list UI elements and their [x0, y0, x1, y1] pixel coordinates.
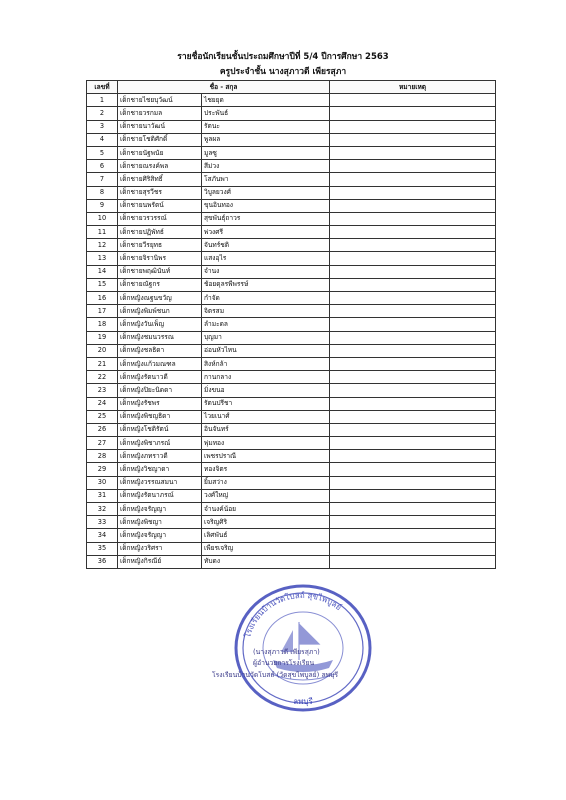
row-number: 24 — [87, 397, 118, 410]
row-first-name: เด็กหญิงปิยะนิดดา — [118, 384, 202, 397]
row-number: 23 — [87, 384, 118, 397]
row-last-name: โสภันพา — [202, 173, 330, 186]
row-remark — [330, 212, 496, 225]
table-row — [87, 516, 496, 529]
signature-position: ผู้อำนวยการโรงเรียน — [253, 659, 315, 667]
row-remark — [330, 437, 496, 450]
row-first-name: เด็กหญิงรัตนาวดี — [118, 371, 202, 384]
row-first-name: เด็กหญิงจรัญญา — [118, 503, 202, 516]
row-remark — [330, 186, 496, 199]
table-row — [87, 489, 496, 502]
row-remark — [330, 331, 496, 344]
row-last-name: พ่วงศรี — [202, 226, 330, 239]
row-first-name: เด็กหญิงภทราวดี — [118, 450, 202, 463]
row-last-name: จิตรสม — [202, 305, 330, 318]
row-remark — [330, 226, 496, 239]
row-last-name: ช้อยดุลรพีพรรษ์ — [202, 278, 330, 291]
row-number: 26 — [87, 423, 118, 436]
row-number: 30 — [87, 476, 118, 489]
row-last-name: อ่อนหัวไหน — [202, 344, 330, 357]
table-row — [87, 133, 496, 146]
row-number: 29 — [87, 463, 118, 476]
row-remark — [330, 173, 496, 186]
row-remark — [330, 107, 496, 120]
row-last-name: จำนงค์น้อย — [202, 503, 330, 516]
row-last-name: ไชยยุด — [202, 94, 330, 107]
row-remark — [330, 265, 496, 278]
row-first-name: เด็กชายวรวรรณ์ — [118, 212, 202, 225]
row-remark — [330, 410, 496, 423]
row-number: 14 — [87, 265, 118, 278]
row-remark — [330, 199, 496, 212]
row-last-name: สิงห์กล้า — [202, 357, 330, 370]
row-number: 6 — [87, 160, 118, 173]
row-last-name: บุญมา — [202, 331, 330, 344]
table-row — [87, 212, 496, 225]
row-number: 10 — [87, 212, 118, 225]
row-first-name: เด็กหญิงจรัญญา — [118, 529, 202, 542]
row-number: 34 — [87, 529, 118, 542]
row-remark — [330, 133, 496, 146]
row-last-name: ทับดง — [202, 555, 330, 568]
row-last-name: พุ่มทอง — [202, 437, 330, 450]
table-row — [87, 160, 496, 173]
row-number: 1 — [87, 94, 118, 107]
row-number: 13 — [87, 252, 118, 265]
row-remark — [330, 476, 496, 489]
row-remark — [330, 94, 496, 107]
row-remark — [330, 450, 496, 463]
row-first-name: เด็กหญิงวริศรา — [118, 542, 202, 555]
row-last-name: กำจัด — [202, 292, 330, 305]
row-remark — [330, 542, 496, 555]
row-last-name: รัตนปรีชา — [202, 397, 330, 410]
row-remark — [330, 120, 496, 133]
row-number: 7 — [87, 173, 118, 186]
table-row — [87, 278, 496, 291]
roster-body — [87, 94, 496, 569]
table-row — [87, 186, 496, 199]
row-first-name: เด็กหญิงพิชญธิดา — [118, 410, 202, 423]
row-remark — [330, 252, 496, 265]
table-row — [87, 173, 496, 186]
row-first-name: เด็กชายจิรานิพร — [118, 252, 202, 265]
row-number: 22 — [87, 371, 118, 384]
row-last-name: ประพันธ์ — [202, 107, 330, 120]
table-row — [87, 107, 496, 120]
row-remark — [330, 239, 496, 252]
row-first-name: เด็กหญิงพิชญา — [118, 516, 202, 529]
row-last-name: ลำมะดล — [202, 318, 330, 331]
row-last-name: พูลผล — [202, 133, 330, 146]
row-number: 8 — [87, 186, 118, 199]
table-row — [87, 384, 496, 397]
row-first-name: เด็กชายพฤฒินันท์ — [118, 265, 202, 278]
row-first-name: เด็กชายศิริสิทธิ์ — [118, 173, 202, 186]
homeroom-teacher-line: ครูประจำชั้น นางสุภาวดี เพียรสุภา — [219, 67, 347, 77]
row-number: 19 — [87, 331, 118, 344]
row-first-name: เด็กหญิงวรรณสมนา — [118, 476, 202, 489]
table-row — [87, 397, 496, 410]
row-number: 20 — [87, 344, 118, 357]
row-number: 27 — [87, 437, 118, 450]
row-first-name: เด็กหญิงรัชพร — [118, 397, 202, 410]
row-first-name: เด็กชายไชยบุวัฒน์ — [118, 94, 202, 107]
row-remark — [330, 305, 496, 318]
table-row — [87, 318, 496, 331]
row-last-name: เพียรเจริญ — [202, 542, 330, 555]
row-last-name: ไวยเนาศ์ — [202, 410, 330, 423]
row-last-name: มูลซู — [202, 146, 330, 159]
row-remark — [330, 357, 496, 370]
stamp-text-top: โรงเรียนบ้านวัดโบสถ์ สุขไพบูลย์ — [243, 590, 344, 639]
row-number: 25 — [87, 410, 118, 423]
table-row — [87, 542, 496, 555]
table-row — [87, 199, 496, 212]
table-row — [87, 410, 496, 423]
row-first-name: เด็กหญิงรัตนาภรณ์ — [118, 489, 202, 502]
row-remark — [330, 384, 496, 397]
row-number: 5 — [87, 146, 118, 159]
row-number: 3 — [87, 120, 118, 133]
table-row — [87, 146, 496, 159]
signature-name: (นางสุภาวดี เพียรสุภา) — [253, 648, 320, 656]
table-row — [87, 252, 496, 265]
table-row — [87, 292, 496, 305]
row-number: 33 — [87, 516, 118, 529]
student-roster-table — [86, 80, 496, 569]
row-last-name: เพชรปราณี — [202, 450, 330, 463]
row-first-name: เด็กหญิงพิชาภรณ์ — [118, 437, 202, 450]
row-remark — [330, 292, 496, 305]
table-row — [87, 94, 496, 107]
table-row — [87, 437, 496, 450]
row-remark — [330, 278, 496, 291]
document-title: รายชื่อนักเรียนชั้นประถมศึกษาปีที่ 5/4 ปีการศึกษา 2563 — [177, 52, 389, 62]
row-first-name: เด็กหญิงพิมพ์ชนก — [118, 305, 202, 318]
row-remark — [330, 146, 496, 159]
row-remark — [330, 423, 496, 436]
table-header-row — [87, 81, 496, 94]
row-last-name: เลิศพันธ์ — [202, 529, 330, 542]
row-number: 15 — [87, 278, 118, 291]
row-first-name: เด็กชายนาวัฒน์ — [118, 120, 202, 133]
table-row — [87, 371, 496, 384]
row-first-name: เด็กชายวีรยุทธ — [118, 239, 202, 252]
table-row — [87, 423, 496, 436]
row-first-name: เด็กชายนัฐพนัย — [118, 146, 202, 159]
row-first-name: เด็กหญิงวันเพ็ญ — [118, 318, 202, 331]
table-row — [87, 239, 496, 252]
table-row — [87, 357, 496, 370]
row-remark — [330, 529, 496, 542]
row-number: 2 — [87, 107, 118, 120]
table-row — [87, 476, 496, 489]
row-last-name: จันทร์ชติ — [202, 239, 330, 252]
row-first-name: เด็กชายสุรวีชร — [118, 186, 202, 199]
row-last-name: วงศ์ใหญ่ — [202, 489, 330, 502]
row-remark — [330, 371, 496, 384]
row-remark — [330, 397, 496, 410]
row-number: 28 — [87, 450, 118, 463]
row-remark — [330, 555, 496, 568]
row-last-name: ทองจิตร — [202, 463, 330, 476]
row-remark — [330, 503, 496, 516]
header-number: เลขที่ — [87, 81, 118, 94]
row-last-name: ยิ้มสว่าง — [202, 476, 330, 489]
row-first-name: เด็กชายปฏิพัทธ์ — [118, 226, 202, 239]
header-remark: หมายเหตุ — [330, 81, 496, 94]
table-row — [87, 344, 496, 357]
row-number: 36 — [87, 555, 118, 568]
row-remark — [330, 516, 496, 529]
row-first-name: เด็กชายนพรัตน์ — [118, 199, 202, 212]
row-last-name: รัตนะ — [202, 120, 330, 133]
row-last-name: อินจันทร์ — [202, 423, 330, 436]
header-name: ชื่อ - สกุล — [118, 81, 330, 94]
row-last-name: กานกลาง — [202, 371, 330, 384]
table-row — [87, 331, 496, 344]
row-number: 18 — [87, 318, 118, 331]
table-row — [87, 503, 496, 516]
row-first-name: เด็กหญิงชมนวรรณ — [118, 331, 202, 344]
row-first-name: เด็กหญิงณฐนขวัญ — [118, 292, 202, 305]
table-row — [87, 120, 496, 133]
row-number: 4 — [87, 133, 118, 146]
row-last-name: จำนง — [202, 265, 330, 278]
table-row — [87, 555, 496, 568]
table-row — [87, 450, 496, 463]
table-row — [87, 305, 496, 318]
row-number: 17 — [87, 305, 118, 318]
row-last-name: เจริญศิริ — [202, 516, 330, 529]
table-row — [87, 463, 496, 476]
row-last-name: ขุนอินทอง — [202, 199, 330, 212]
row-number: 11 — [87, 226, 118, 239]
row-first-name: เด็กหญิงกิรณีย์ — [118, 555, 202, 568]
row-number: 35 — [87, 542, 118, 555]
row-first-name: เด็กหญิงชลธิดา — [118, 344, 202, 357]
row-number: 12 — [87, 239, 118, 252]
row-number: 16 — [87, 292, 118, 305]
stamp-text-bottom: ลพบุรี — [293, 697, 313, 706]
row-first-name: เด็กชายวรกมล — [118, 107, 202, 120]
row-last-name: วิบูลยวงศ์ — [202, 186, 330, 199]
row-remark — [330, 344, 496, 357]
row-first-name: เด็กหญิงแก้วมณฑล — [118, 357, 202, 370]
row-last-name: แสงอุไร — [202, 252, 330, 265]
row-first-name: เด็กชายณรงค์พล — [118, 160, 202, 173]
row-last-name: สุขพันธุ์ถาวร — [202, 212, 330, 225]
table-row — [87, 529, 496, 542]
row-first-name: เด็กหญิงวิชญาดา — [118, 463, 202, 476]
row-remark — [330, 160, 496, 173]
row-first-name: เด็กชายณัฐกร — [118, 278, 202, 291]
table-row — [87, 226, 496, 239]
row-first-name: เด็กหญิงโชติรัตน์ — [118, 423, 202, 436]
row-number: 32 — [87, 503, 118, 516]
table-row — [87, 265, 496, 278]
row-remark — [330, 489, 496, 502]
row-number: 21 — [87, 357, 118, 370]
row-remark — [330, 463, 496, 476]
row-remark — [330, 318, 496, 331]
row-last-name: มิ่งขนอ — [202, 384, 330, 397]
row-first-name: เด็กชายโชติศักดิ์ — [118, 133, 202, 146]
row-number: 9 — [87, 199, 118, 212]
row-number: 31 — [87, 489, 118, 502]
signature-school: โรงเรียนบ้านวัดโบสถ์ (วัดสุขไพบูลย์) ลพบุรี — [212, 671, 339, 679]
row-last-name: สีม่วง — [202, 160, 330, 173]
